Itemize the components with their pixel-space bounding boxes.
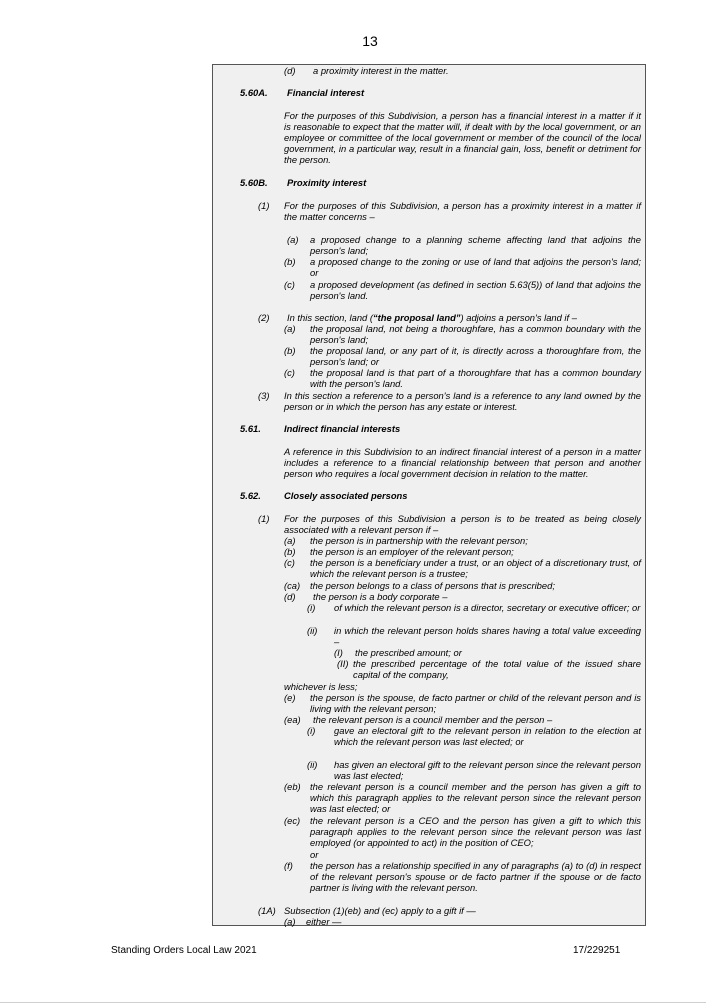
section-body: For the purposes of this Subdivision, a person has a financial interest in a matter if it is reasonable to expect that the matter will, if dealt with by the local government, or an employee or committee of the local government or member of the council of the local government, in a particular way, result in a financial gain, loss, benefit or detriment for the person.: [284, 110, 641, 166]
clause-label: (e): [284, 692, 296, 703]
subclause-label: (ii): [307, 625, 318, 636]
subsection-text: In this section a reference to a person's land is a reference to any land owned by the person or in which the person has any estate or interest.: [284, 390, 641, 413]
clause-text: whichever is less;: [284, 681, 358, 692]
item-text: the prescribed amount; or: [355, 647, 462, 658]
clause-text: the person is a body corporate –: [313, 591, 448, 602]
subclause-text: has given an electoral gift to the relevant person since the relevant person was last elected;: [334, 759, 641, 782]
clause-text: the proposal land, not being a thoroughfare, has a common boundary with the person's land;: [310, 323, 641, 346]
clause-text: either —: [306, 916, 342, 927]
clause-label: (b): [284, 256, 296, 267]
subsection-text: Subsection (1)(eb) and (ec) apply to a gift if —: [284, 905, 476, 916]
clause-text: the person is an employer of the relevant person;: [310, 546, 514, 557]
defined-term: “the proposal land”: [372, 312, 461, 323]
section-body: A reference in this Subdivision to an indirect financial interest of a person in a matter includes a reference to a financial relationship between that person and another person who requires a local government decision in relation to the matter.: [284, 446, 641, 480]
clause-label: (a): [287, 234, 299, 245]
page-number: 13: [362, 33, 378, 49]
footer-title: Standing Orders Local Law 2021: [111, 945, 257, 956]
clause-text: a proposed development (as defined in section 5.63(5)) of land that adjoins the person's land.: [310, 279, 641, 302]
section-number: 5.61.: [240, 423, 261, 434]
item-text: the prescribed percentage of the total value of the issued share capital of the company,: [353, 658, 641, 681]
clause-text: the proposal land is that part of a thoroughfare that has a common boundary with the person's land.: [310, 367, 641, 390]
clause-text: the person is the spouse, de facto partner or child of the relevant person and is living with the relevant person;: [310, 692, 641, 715]
clause-text: a proposed change to the zoning or use of land that adjoins the person's land; or: [310, 256, 641, 279]
subsection-label: (1A): [258, 905, 276, 916]
clause-label: (a): [284, 323, 296, 334]
subsection-label: (2): [258, 312, 270, 323]
subclause-label: (i): [307, 725, 316, 736]
clause-label: (b): [284, 546, 296, 557]
subsection-label: (1): [258, 200, 270, 211]
clause-label: (c): [284, 279, 295, 290]
section-title: Closely associated persons: [284, 490, 408, 501]
subclause-text: in which the relevant person holds shares having a total value exceeding –: [334, 625, 641, 648]
subsection-text: For the purposes of this Subdivision a person is to be treated as being closely associated with a relevant person if –: [284, 513, 641, 536]
item-label: (I): [334, 647, 343, 658]
section-title: Indirect financial interests: [284, 423, 401, 434]
section-number: 5.62.: [240, 490, 261, 501]
clause-label: (c): [284, 557, 295, 568]
clause-text: a proximity interest in the matter.: [313, 65, 449, 76]
subsection-label: (1): [258, 513, 270, 524]
section-number: 5.60B.: [240, 177, 268, 188]
clause-label: (ec): [284, 815, 301, 826]
clause-label: (a): [284, 535, 296, 546]
clause-text: a proposed change to a planning scheme affecting land that adjoins the person's land;: [310, 234, 641, 257]
clause-text: the person has a relationship specified in any of paragraphs (a) to (d) in respect of the relevant person's spouse or de facto partner if the spouse or de facto partner is living with the relevant person.: [310, 860, 641, 894]
clause-text: the relevant person is a council member and the person –: [313, 714, 553, 725]
clause-text: the person is a beneficiary under a trust, or an object of a discretionary trust, of which the relevant person is a trustee;: [310, 557, 641, 580]
clause-label: (eb): [284, 781, 301, 792]
section-number: 5.60A.: [240, 87, 268, 98]
subsection-label: (3): [258, 390, 270, 401]
clause-label: (d): [284, 591, 296, 602]
clause-text: or: [310, 849, 319, 860]
clause-text: the person is in partnership with the relevant person;: [310, 535, 528, 546]
clause-text: the proposal land, or any part of it, is directly across a thoroughfare from, the person's land; or: [310, 345, 641, 368]
item-label: (II): [337, 658, 349, 669]
clause-text: the relevant person is a CEO and the person has given a gift to which this paragraph applies to the relevant person since the relevant person was last employed (or appointed to act) in the position of CEO;: [310, 815, 641, 849]
subclause-label: (i): [307, 602, 316, 613]
clause-label: (c): [284, 367, 295, 378]
clause-text: the person belongs to a class of persons that is prescribed;: [310, 580, 555, 591]
subclause-text: gave an electoral gift to the relevant person in relation to the election at which the relevant person was last elected; or: [334, 725, 641, 748]
clause-label: (f): [284, 860, 293, 871]
subclause-text: of which the relevant person is a director, secretary or executive officer; or: [334, 602, 641, 613]
clause-label: (a): [284, 916, 296, 927]
page-bottom-divider: [0, 1002, 706, 1003]
subsection-text: For the purposes of this Subdivision, a person has a proximity interest in a matter if the matter concerns –: [284, 200, 641, 223]
clause-label: (ea): [284, 714, 301, 725]
clause-text: the relevant person is a council member and the person has given a gift to which this paragraph applies to the relevant person since the relevant person was last elected; or: [310, 781, 641, 815]
subsection-text: In this section, land (“the proposal land”) adjoins a person's land if –: [287, 312, 577, 323]
section-title: Financial interest: [287, 87, 365, 98]
clause-label: (ca): [284, 580, 301, 591]
section-title: Proximity interest: [287, 177, 367, 188]
clause-label: (b): [284, 345, 296, 356]
subclause-label: (ii): [307, 759, 318, 770]
footer-reference: 17/229251: [573, 945, 621, 956]
clause-label: (d): [284, 65, 296, 76]
